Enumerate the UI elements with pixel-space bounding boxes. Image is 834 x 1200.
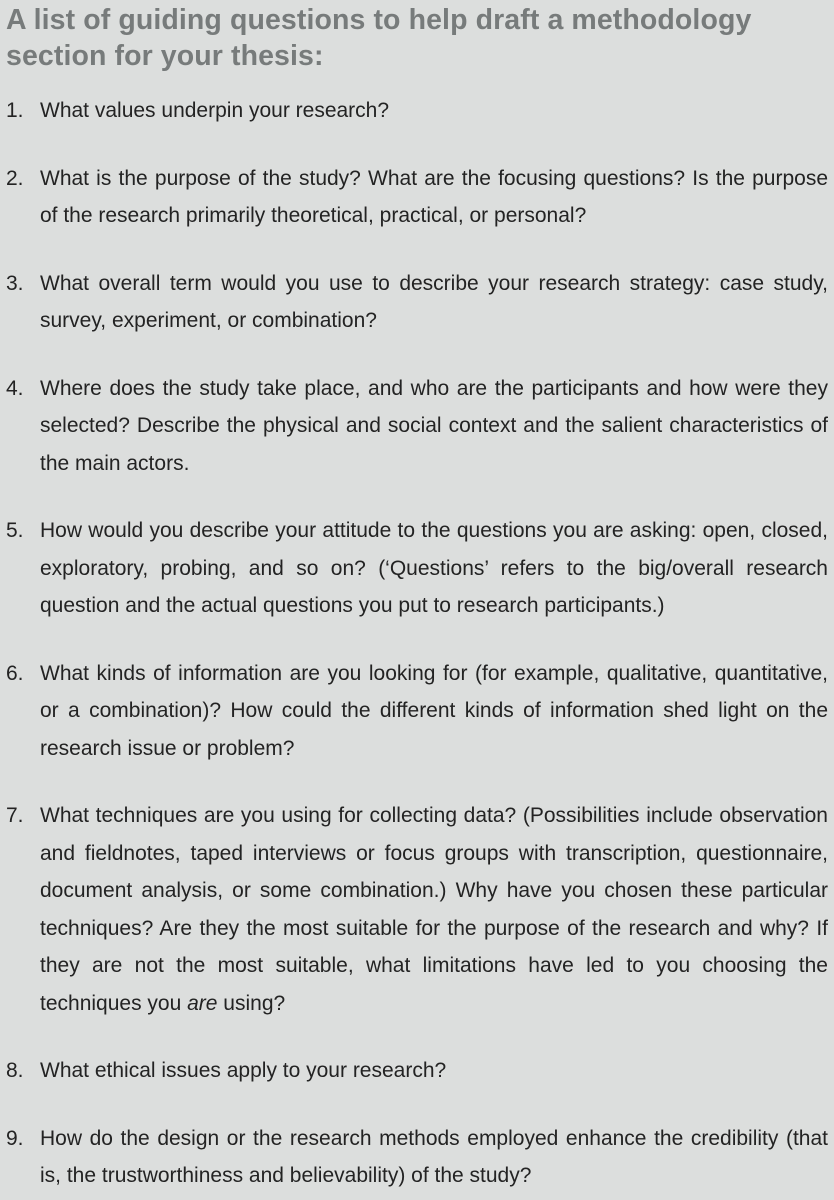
- list-item-number: 8.: [6, 1059, 24, 1082]
- list-item-number: 6.: [6, 661, 24, 685]
- list-item-number: 3.: [6, 271, 24, 295]
- list-item-text: What is the purpose of the study? What are the focusing questions? Is the purpose of the research primarily theoretical, practical, or personal?: [40, 166, 828, 227]
- list-item: [6, 1120, 828, 1195]
- list-item-text: How do the design or the research methods employed enhance the credibility (that is, the trustworthiness and believability) of the study?: [40, 1126, 828, 1187]
- list-item-text: Where does the study take place, and who are the participants and how were they selected? Describe the physical and social context and the salient characteristics of the main actors.: [40, 376, 828, 475]
- list-item-text-main: What techniques are you using for collecting data? (Possibilities include observation and fieldnotes, taped interviews or focus groups with transcription, questionnaire, document analysis, or some combination.) Why have you chosen these particular techniques? Are they the most suitable for the purpose of the research and why? If they are not the most suitable, what limitations have led to you choosing the techniques you: [40, 804, 828, 1015]
- list-item-text: What overall term would you use to describe your research strategy: case study, survey, experiment, or combination?: [40, 271, 828, 332]
- list-item: [6, 655, 828, 768]
- list-item-text: What ethical issues apply to your research?: [40, 1059, 447, 1082]
- list-item-number: 9.: [6, 1126, 24, 1150]
- guiding-questions-list: [6, 92, 828, 1195]
- list-item: [6, 1052, 828, 1090]
- list-item-number: 2.: [6, 166, 24, 190]
- list-item-text: What values underpin your research?: [40, 99, 390, 122]
- list-item: [6, 512, 828, 625]
- list-item-number: 1.: [6, 99, 24, 122]
- list-item: [6, 370, 828, 483]
- list-item-emphasis: are: [187, 991, 218, 1015]
- list-item-text: How would you describe your attitude to the questions you are asking: open, closed, exploratory, probing, and so on? (‘Questions’ refers to the big/overall research question and the actual questions you put to research participants.): [40, 519, 828, 617]
- list-item-number: 4.: [6, 376, 24, 400]
- list-item-number: 5.: [6, 519, 24, 542]
- list-item: [6, 797, 828, 1022]
- page-heading: A list of guiding questions to help draft a methodology section for your thesis:: [6, 4, 752, 72]
- list-item-text: What kinds of information are you looking for (for example, qualitative, quantitative, or a combination)? How could the different kinds of information shed light on the research issue or problem?: [40, 661, 828, 760]
- list-item: [6, 92, 828, 130]
- list-item-text: [40, 804, 828, 1015]
- list-item-text-end: using?: [217, 991, 286, 1015]
- list-item-number: 7.: [6, 804, 24, 827]
- list-item: [6, 160, 828, 235]
- list-item: [6, 265, 828, 340]
